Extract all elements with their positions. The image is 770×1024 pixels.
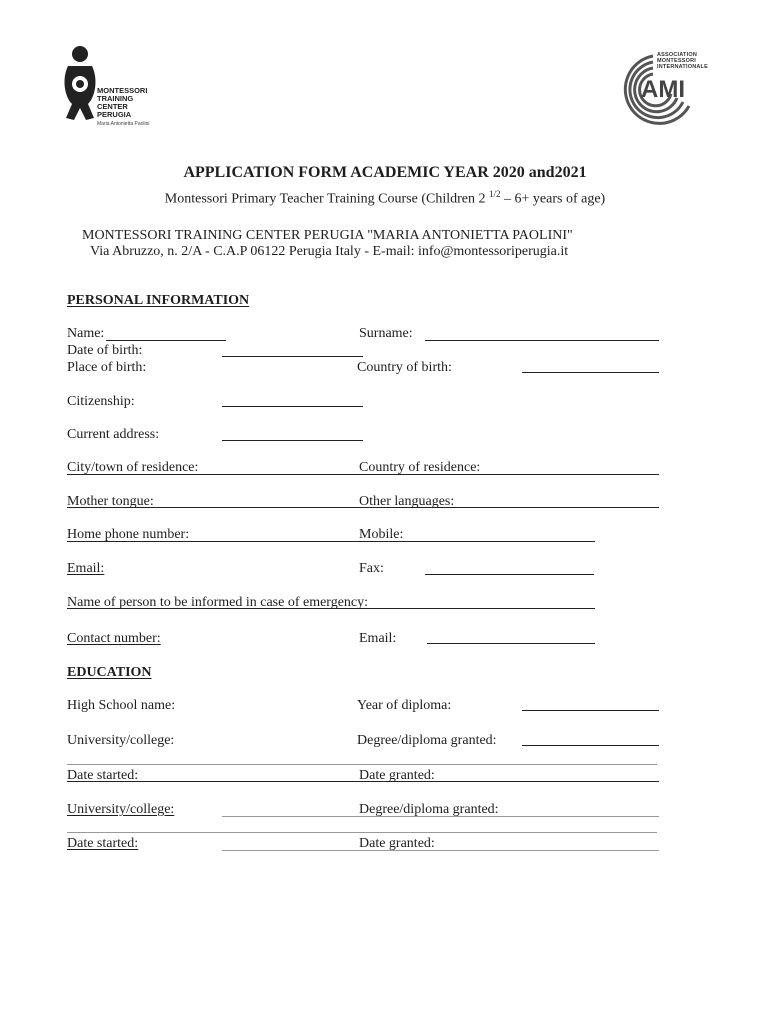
surname-field[interactable] xyxy=(425,340,659,341)
name-label: Name: xyxy=(67,326,105,341)
section-divider xyxy=(67,764,657,765)
date-granted2-label: Date granted: xyxy=(359,836,435,851)
city-field[interactable] xyxy=(67,474,358,475)
ami-line-1: ASSOCIATION xyxy=(657,52,697,58)
subtitle-pre: Montessori Primary Teacher Training Course (Children 2 xyxy=(164,191,490,207)
ami-line-2: MONTESSORI xyxy=(657,58,696,64)
citizenship-label: Citizenship: xyxy=(67,394,135,409)
pob-label: Place of birth: xyxy=(67,360,147,375)
country-res-field[interactable] xyxy=(357,474,659,475)
ami-line-3: INTERNATIONALE xyxy=(657,64,708,70)
center-name: MONTESSORI TRAINING CENTER PERUGIA "MARIA ANTONIETTA PAOLINI" xyxy=(82,228,573,243)
mother-tongue-field[interactable] xyxy=(67,507,358,508)
fax-label: Fax: xyxy=(359,561,384,576)
ami-mark-text: AMI xyxy=(641,76,685,103)
email-label: Email: xyxy=(67,561,105,576)
date-started1-field[interactable] xyxy=(67,781,358,782)
date-granted2-field[interactable] xyxy=(222,850,659,851)
year-diploma-field[interactable] xyxy=(522,710,659,711)
fax-field[interactable] xyxy=(425,574,594,575)
emergency-label: Name of person to be informed in case of emergency: xyxy=(67,595,369,610)
other-languages-field[interactable] xyxy=(357,507,659,508)
emergency-field[interactable] xyxy=(67,608,595,609)
degree1-field[interactable] xyxy=(522,745,659,746)
email2-field[interactable] xyxy=(427,643,595,644)
surname-label: Surname: xyxy=(359,326,413,341)
logo-line-3: CENTER xyxy=(97,102,128,111)
logo-line-2: TRAINING xyxy=(97,94,134,103)
personal-info-heading: PERSONAL INFORMATION xyxy=(67,293,250,308)
mother-tongue-label: Mother tongue: xyxy=(67,494,154,509)
date-started2-label: Date started: xyxy=(67,836,139,851)
home-phone-label: Home phone number: xyxy=(67,527,190,542)
center-address: Via Abruzzo, n. 2/A - C.A.P 06122 Perugia Italy - E-mail: info@montessoriperugia.it xyxy=(90,244,569,259)
form-title: APPLICATION FORM ACADEMIC YEAR 2020 and2021 xyxy=(183,164,587,181)
country-birth-field[interactable] xyxy=(522,372,659,373)
email2-label: Email: xyxy=(359,631,397,646)
logo-line-1: MONTESSORI xyxy=(97,86,148,95)
citizenship-field[interactable] xyxy=(222,406,363,407)
date-granted1-label: Date granted: xyxy=(359,768,435,783)
form-subtitle xyxy=(0,186,770,208)
logo-line-4: PERUGIA xyxy=(97,110,132,119)
high-school-label: High School name: xyxy=(67,698,176,713)
contact-number-label: Contact number: xyxy=(67,631,161,646)
other-languages-label: Other languages: xyxy=(359,494,455,509)
subtitle-post: – 6+ years of age) xyxy=(500,191,606,207)
home-phone-field[interactable] xyxy=(67,541,358,542)
dob-field[interactable] xyxy=(222,356,363,357)
mobile-label: Mobile: xyxy=(359,527,404,542)
country-res-label: Country of residence: xyxy=(359,460,481,475)
university2-label: University/college: xyxy=(67,802,175,817)
year-diploma-label: Year of diploma: xyxy=(357,698,452,713)
address-field[interactable] xyxy=(222,440,363,441)
name-field[interactable] xyxy=(106,340,226,341)
subtitle-sup: 1/2 xyxy=(489,189,501,199)
dob-label: Date of birth: xyxy=(67,343,143,358)
date-started1-label: Date started: xyxy=(67,768,139,783)
university1-label: University/college: xyxy=(67,733,175,748)
education-heading: EDUCATION xyxy=(67,665,152,680)
degree2-label: Degree/diploma granted: xyxy=(359,802,499,817)
university2-field[interactable] xyxy=(222,816,659,817)
country-birth-label: Country of birth: xyxy=(357,360,452,375)
mobile-field[interactable] xyxy=(357,541,595,542)
date-granted1-field[interactable] xyxy=(357,781,659,782)
logo-subtitle: Maria Antonietta Paolini xyxy=(97,121,150,127)
degree1-label: Degree/diploma granted: xyxy=(357,733,497,748)
section-divider xyxy=(67,832,657,833)
city-label: City/town of residence: xyxy=(67,460,199,475)
address-label: Current address: xyxy=(67,427,160,442)
